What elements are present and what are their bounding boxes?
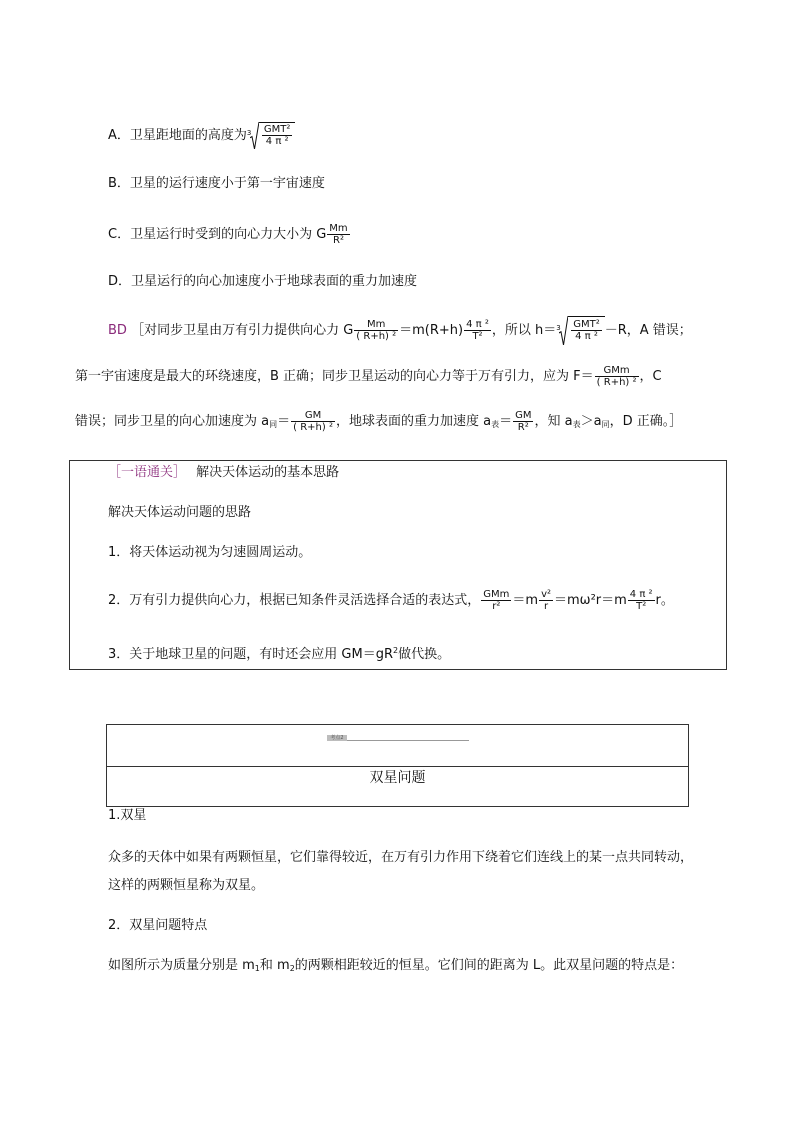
subscript: 同 [269, 420, 278, 429]
denominator: 4 π ² [265, 136, 289, 147]
section-tag: 考点2 [327, 735, 347, 741]
paragraph-1-line-1: 众多的天体中如果有两颗恒星，它们靠得较近，在万有引力作用下绕着它们连线上的某一点共同转动， [108, 850, 694, 865]
body-text: 如图所示为质量分别是 m [108, 958, 255, 973]
summary-text: 3．关于地球卫星的问题，有时还会应用 GM＝gR [108, 647, 393, 662]
summary-subheading: 解决天体运动问题的思路 [108, 505, 252, 520]
numerator: GMT² [263, 124, 291, 135]
answer-text: ，C [639, 369, 662, 384]
root-index: 3 [556, 324, 561, 332]
answer-label: BD [108, 323, 127, 338]
answer-text: ＝ [277, 414, 291, 429]
summary-heading-row [108, 465, 339, 481]
option-a [108, 122, 295, 149]
fraction [628, 589, 655, 612]
numerator: Mm [329, 223, 348, 234]
denominator: R² [333, 235, 344, 246]
answer-text: －R，A 错误； [604, 323, 692, 338]
radical-sign-icon [250, 122, 259, 149]
answer-text: 第一宇宙速度是最大的环绕速度，B 正确；同步卫星运动的向心力等于万有引力，应为 F＝ [75, 369, 594, 384]
heading-2: 2．双星问题特点 [108, 918, 208, 933]
fraction [464, 319, 491, 342]
fraction [327, 223, 349, 246]
summary-item-3 [108, 643, 450, 663]
answer-text: ，所以 h＝ [491, 323, 557, 338]
denominator: r [543, 601, 549, 612]
denominator: ( R+h) ² [293, 422, 333, 433]
answer-text: ［对同步卫星由万有引力提供向心力 G [131, 323, 354, 338]
fraction [595, 365, 639, 388]
subscript: 表 [572, 420, 581, 429]
answer-text: ＝m(R+h) [399, 323, 464, 338]
answer-text: ＝ [499, 414, 513, 429]
summary-heading: 解决天体运动的基本思路 [196, 465, 340, 480]
body-text: 和 m [259, 958, 290, 973]
answer-text: ，地球表面的重力加速度 a [335, 414, 492, 429]
answer-text: ，知 a [534, 414, 573, 429]
root-index: 3 [246, 129, 252, 137]
divider [107, 766, 688, 767]
answer-line-1 [108, 316, 692, 345]
summary-box [69, 460, 727, 670]
cube-root [247, 122, 296, 149]
denominator: ( R+h) ² [356, 331, 397, 342]
radical-sign-icon [559, 316, 568, 345]
subscript: 2 [289, 964, 295, 973]
paragraph-1-line-2: 这样的两颗恒星称为双星。 [108, 878, 265, 893]
summary-text: ＝m [512, 593, 539, 608]
option-d: D．卫星运行的向心加速度小于地球表面的重力加速度 [108, 274, 418, 289]
denominator: T² [472, 331, 483, 342]
summary-item-1: 1．将天体运动视为匀速圆周运动。 [108, 545, 312, 560]
summary-text: 2．万有引力提供向心力，根据已知条件灵活选择合适的表达式， [108, 593, 481, 608]
numerator: Mm [354, 319, 398, 331]
option-c [108, 222, 351, 248]
fraction [262, 124, 293, 147]
answer-text: ＞a [580, 414, 602, 429]
numerator: 4 π ² [466, 319, 489, 330]
section-title: 双星问题 [369, 770, 426, 786]
subscript: 表 [491, 420, 500, 429]
divider [347, 740, 469, 741]
option-a-text: A．卫星距地面的高度为 [108, 128, 247, 143]
fraction [354, 319, 398, 342]
fraction [481, 589, 511, 612]
fraction [539, 589, 553, 612]
summary-item-2 [108, 587, 674, 615]
denominator: R² [517, 422, 529, 433]
body-text: 的两颗相距较近的恒星。它们间的距离为 L。此双星问题的特点是： [294, 958, 684, 973]
option-c-text: C．卫星运行时受到的向心力大小为 G [108, 227, 327, 242]
section-box [106, 724, 689, 807]
subscript: 同 [601, 420, 610, 429]
summary-text: ＝mω²r＝m [554, 593, 627, 608]
denominator: 4 π ² [575, 331, 598, 342]
numerator: GM [515, 410, 532, 421]
denominator: ( R+h) ² [596, 377, 637, 388]
answer-line-2 [75, 363, 662, 391]
numerator: GMm [595, 365, 639, 377]
cube-root [556, 316, 605, 345]
numerator: GMm [483, 589, 510, 600]
option-b: B．卫星的运行速度小于第一宇宙速度 [108, 176, 325, 191]
numerator: GM [291, 410, 335, 422]
section-tag-bar [327, 735, 469, 741]
summary-text: r。 [655, 593, 674, 608]
superscript: 2 [392, 646, 399, 655]
answer-text: 错误；同步卫星的向心加速度为 a [75, 414, 270, 429]
summary-tag: ［一语通关］ [108, 465, 187, 480]
subscript: 1 [254, 964, 260, 973]
numerator: 4 π ² [629, 589, 653, 600]
summary-text: 做代换。 [398, 647, 451, 662]
answer-text: ，D 正确。］ [609, 414, 683, 429]
denominator: r² [492, 601, 501, 612]
fraction [291, 410, 335, 433]
fraction [571, 319, 602, 342]
heading-1: 1.双星 [108, 808, 147, 823]
fraction [513, 410, 533, 433]
numerator: v² [541, 589, 552, 600]
paragraph-2 [108, 958, 683, 977]
numerator: GMT² [573, 319, 600, 330]
answer-line-3 [75, 408, 682, 439]
denominator: T² [636, 601, 647, 612]
